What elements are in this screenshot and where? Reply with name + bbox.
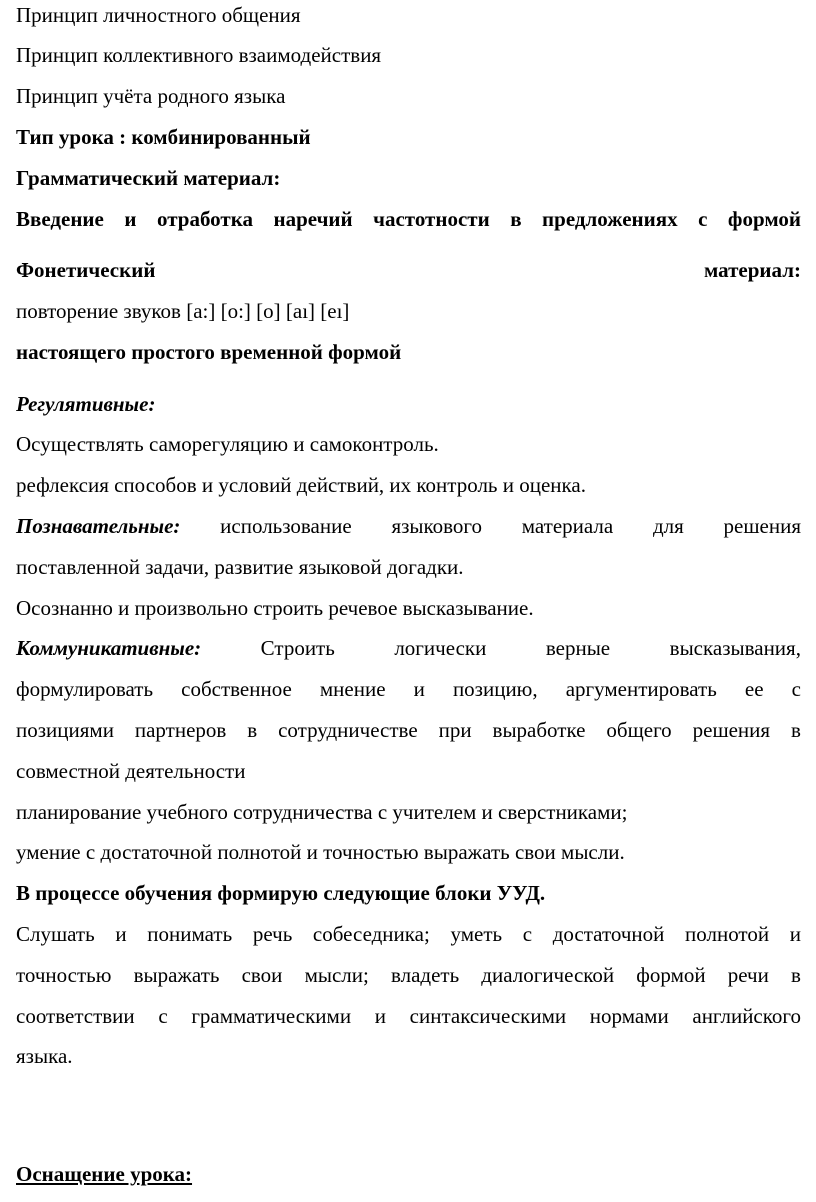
sounds-line: повторение звуков [a:] [o:] [o] [aı] [eı] bbox=[16, 299, 350, 323]
uud-line-2 bbox=[16, 963, 801, 987]
communicative-line-2 bbox=[16, 677, 801, 701]
word: логически bbox=[394, 636, 487, 660]
word: диалогической bbox=[481, 963, 615, 987]
word: собеседника; bbox=[312, 922, 430, 946]
word: и bbox=[413, 677, 425, 701]
word: наречий bbox=[273, 207, 353, 231]
word: соответствии bbox=[16, 1004, 135, 1028]
word: мысли; bbox=[304, 963, 369, 987]
word: верные bbox=[545, 636, 611, 660]
grammar-line bbox=[16, 207, 801, 231]
word: формулировать bbox=[16, 677, 154, 701]
word: материала bbox=[521, 514, 614, 538]
word: для bbox=[652, 514, 684, 538]
word: формой bbox=[727, 207, 801, 231]
cognitive-line-3: Осознанно и произвольно строить речевое высказывание. bbox=[16, 596, 534, 620]
word: позициями bbox=[16, 718, 114, 742]
word: материал: bbox=[704, 258, 801, 282]
communicative-heading: Коммуникативные: bbox=[16, 636, 202, 660]
word: предложениях bbox=[542, 207, 678, 231]
principle-personal: Принцип личностного общения bbox=[16, 3, 301, 27]
grammar-heading: Грамматический материал: bbox=[16, 166, 281, 190]
phonetic-line bbox=[16, 258, 801, 282]
word: решения bbox=[692, 718, 771, 742]
regulative-line-1: Осуществлять саморегуляцию и самоконтроль. bbox=[16, 432, 439, 456]
word: сотрудничестве bbox=[278, 718, 418, 742]
word: достаточной bbox=[552, 922, 665, 946]
word: точностью bbox=[16, 963, 112, 987]
word: полнотой bbox=[685, 922, 770, 946]
word: в bbox=[510, 207, 522, 231]
cognitive-line-2: поставленной задачи, развитие языковой догадки. bbox=[16, 555, 464, 579]
word: грамматическими bbox=[191, 1004, 352, 1028]
word: в bbox=[791, 718, 801, 742]
word: владеть bbox=[390, 963, 460, 987]
word: мнение bbox=[319, 677, 386, 701]
equipment-heading: Оснащение урока: bbox=[16, 1162, 193, 1186]
principle-collective: Принцип коллективного взаимодействия bbox=[16, 43, 382, 67]
word: понимать bbox=[147, 922, 233, 946]
word: синтаксическими bbox=[409, 1004, 567, 1028]
word: формой bbox=[636, 963, 706, 987]
word: аргументировать bbox=[565, 677, 717, 701]
principle-native-language: Принцип учёта родного языка bbox=[16, 84, 286, 108]
regulative-heading: Регулятивные: bbox=[16, 392, 156, 416]
communicative-line-3 bbox=[16, 718, 801, 742]
word: с bbox=[158, 1004, 168, 1028]
word: и bbox=[374, 1004, 386, 1028]
uud-line-4: языка. bbox=[16, 1044, 73, 1068]
word: Слушать bbox=[16, 922, 95, 946]
word: решения bbox=[723, 514, 801, 538]
word: собственное bbox=[181, 677, 292, 701]
word: высказывания, bbox=[669, 636, 801, 660]
word: речь bbox=[252, 922, 293, 946]
word: при bbox=[438, 718, 472, 742]
word: Введение bbox=[16, 207, 104, 231]
cognitive-line-1 bbox=[16, 514, 801, 538]
word: с bbox=[791, 677, 801, 701]
word: языкового bbox=[391, 514, 482, 538]
uud-line-3 bbox=[16, 1004, 801, 1028]
word: позицию, bbox=[452, 677, 538, 701]
lesson-type: Тип урока : комбинированный bbox=[16, 125, 311, 149]
word: отработка bbox=[156, 207, 253, 231]
word: английского bbox=[692, 1004, 801, 1028]
word: и bbox=[789, 922, 801, 946]
word: с bbox=[522, 922, 533, 946]
word: нормами bbox=[589, 1004, 669, 1028]
communicative-line-5: планирование учебного сотрудничества с учителем и сверстниками; bbox=[16, 800, 628, 824]
word: свои bbox=[241, 963, 283, 987]
word: и bbox=[115, 922, 127, 946]
word: и bbox=[124, 207, 137, 231]
word: в bbox=[790, 963, 801, 987]
communicative-line-4: совместной деятельности bbox=[16, 759, 246, 783]
word: общего bbox=[606, 718, 672, 742]
word: с bbox=[698, 207, 708, 231]
word: партнеров bbox=[134, 718, 227, 742]
present-simple-line: настоящего простого временной формой bbox=[16, 340, 402, 364]
uud-line-1 bbox=[16, 922, 801, 946]
word: выражать bbox=[133, 963, 220, 987]
word: частотности bbox=[373, 207, 490, 231]
communicative-line-1 bbox=[16, 636, 801, 660]
word: выработке bbox=[492, 718, 586, 742]
word: уметь bbox=[450, 922, 503, 946]
word: ее bbox=[744, 677, 764, 701]
word: речи bbox=[727, 963, 769, 987]
communicative-line-6: умение с достаточной полнотой и точностью выражать свои мысли. bbox=[16, 840, 625, 864]
word: в bbox=[247, 718, 258, 742]
uud-heading: В процессе обучения формирую следующие блоки УУД. bbox=[16, 881, 546, 905]
regulative-line-2: рефлексия способов и условий действий, их контроль и оценка. bbox=[16, 473, 586, 497]
word: использование bbox=[220, 514, 352, 538]
word: Фонетический bbox=[16, 258, 156, 282]
word: Строить bbox=[260, 636, 335, 660]
cognitive-heading: Познавательные: bbox=[16, 514, 181, 538]
